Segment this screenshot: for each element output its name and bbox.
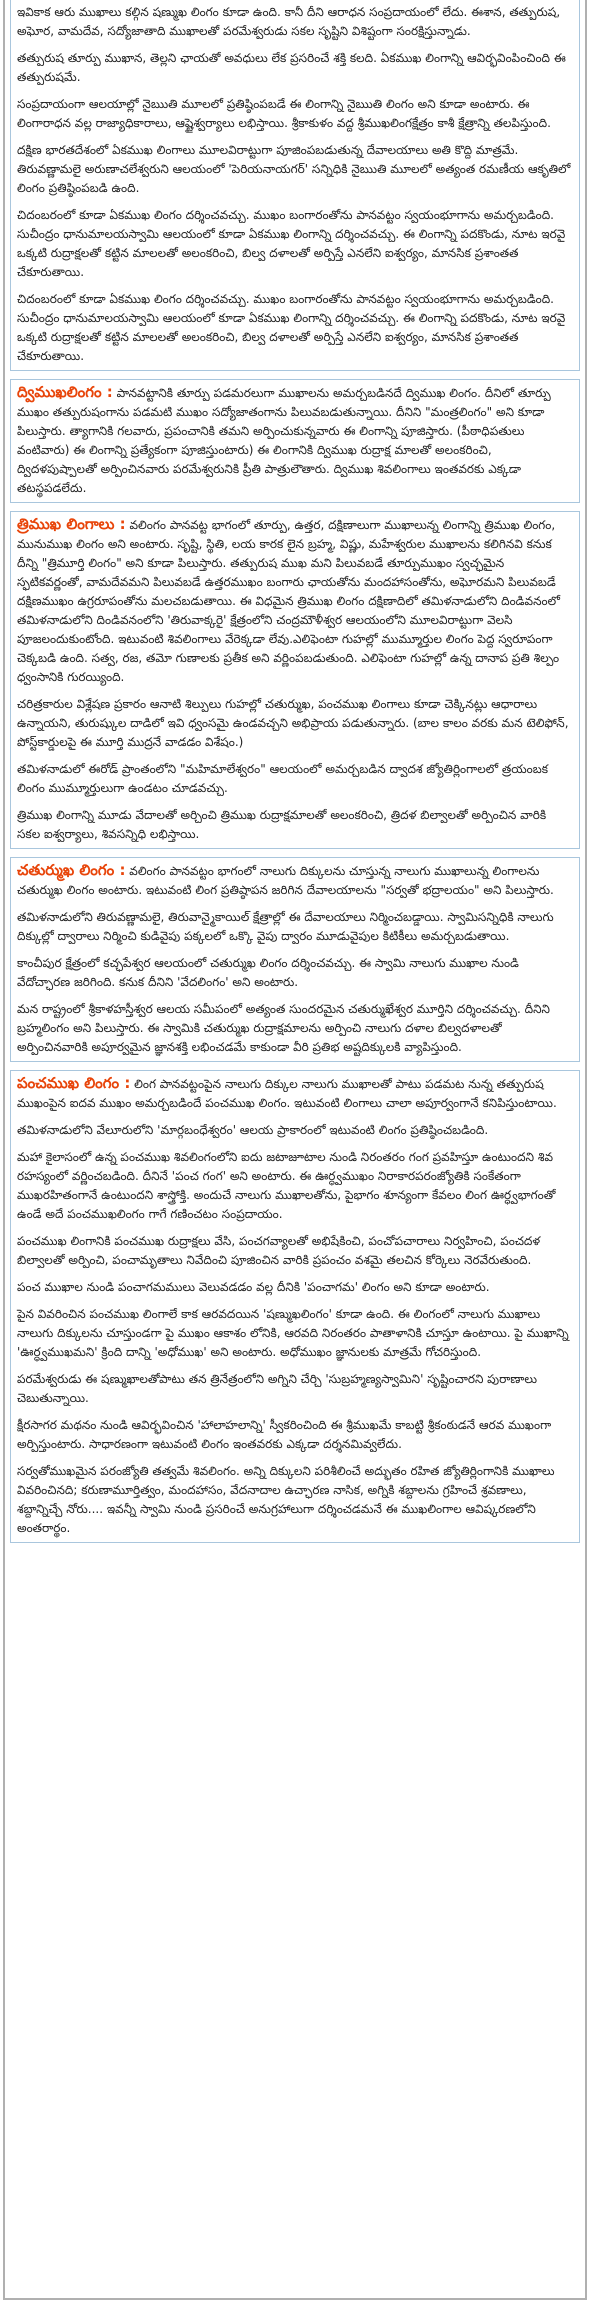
dwimukha-text: పానవట్టానికి తూర్పు పడమరలుగా ముఖాలను అమర్చబడినదే ద్విముఖ లింగం. దీనిలో తూర్పు ముఖం తత్పురుషంగాను పడమటి ముఖం సద్యోజాతంగాను పిలువబడుతున్నాయి. దీనిని "మంత్రలింగం" అని కూడా పిలుస్తారు. త్యాగానికి గలవారు, ప్రపంచానికి తమని అర్పించుకున్నవారు ఈ లింగాన్ని పూజిస్తారు. (పీఠాధిపతులు వంటివారు) ఈ లింగాన్ని ప్రత్యేకంగా పూజిస్తుంటారు) ఈ లింగానికి ద్విముఖ రుద్రాక్ష మాలతో అలంకరించి, ద్విదళపుష్పాలతో అర్పించినవారు పరమేశ్వరునికి ప్రీతి పాత్రులౌతారు. ద్విముఖ శివలింగాలు ఇంతవరకు ఎక్కడా తటస్థపడలేదు. (17, 386, 551, 495)
section-trimukha (10, 511, 580, 849)
trimukha-heading: త్రిముఖ లింగాలు : (17, 515, 126, 533)
dwimukha-paragraph-1 (17, 383, 573, 498)
chaturmukha-paragraph-3: కాంచీపుర క్షేత్రంలో కచ్ఛపేశ్వర ఆలయంలో చతుర్ముఖ లింగం దర్శించవచ్చు. ఈ స్వామి నాలుగు ముఖాల నుండి వేదోచ్ఛారణ జరిగింది. కనుక దీనిని 'వేదలింగం' అని అంటారు. (17, 956, 519, 989)
section-intro (10, 0, 580, 371)
panchamukha-paragraph-8: క్షీరసాగర మథనం నుండి ఆవిర్భవించిన 'హాలాహలాన్ని' స్వీకరించింది ఈ శ్రీముఖమే కాబట్టి శ్రీకంఠుడనే ఆరవ ముఖంగా అర్పిస్తుంటారు. సాధారణంగా ఇటువంటి లింగం ఇంతవరకు ఎక్కడా దర్శనమివ్వలేదు. (17, 1418, 552, 1451)
section-panchamukha (10, 1070, 580, 1543)
section-dwimukha (10, 379, 580, 503)
panchamukha-paragraph-2: తమిళనాడులోని వేలూరులోని 'మార్గబంధేశ్వరం' ఆలయ ప్రాకారంలో ఇటువంటి లింగం ప్రతిష్ఠించబడింది. (17, 1123, 489, 1137)
intro-paragraph-6: చిదంబరంలో కూడా ఏకముఖ లింగం దర్శించవచ్చు. ముఖం బంగారంతోను పానవట్టం స్వయంభూగాను అమర్చబడింది. సుచీంద్రం ధానుమాలయస్వామి ఆలయంలో కూడా ఏకముఖ లింగాన్ని దర్శించవచ్చు. ఈ లింగాన్ని పదకొండు, నూట ఇరవై ఒక్కటి రుద్రాక్షలతో కట్టిన మాలలతో అలంకరించి, బిల్వ దళాలతో అర్పిస్తే ఎనలేని ఐశ్వర్యం, మానసిక ప్రశాంతత చేకూరుతాయి. (17, 292, 566, 363)
panchamukha-paragraph-7: పరమేశ్వరుడు ఈ షణ్ముఖాలతోపాటు తన త్రినేత్రంలోని అగ్నిని చేర్చి 'సుబ్రహ్మణ్యస్వామిని' సృష్టించారని పురాణాలు చెబుతున్నాయి. (17, 1372, 538, 1405)
trimukha-text: వలింగం పానవట్ట భాగంలో తూర్పు, ఉత్తర, దక్షిణాలుగా ముఖాలున్న లింగాన్ని త్రిముఖ లింగం, మునుముఖ లింగం అని అంటారు. సృష్టి, స్థితి, లయ కారక లైన బ్రహ్మ, విష్ణు, మహేశ్వరుల ముఖాలను కలిగినవి కనుక దీన్ని "త్రిమూర్తి లింగం" అని కూడా పిలుస్తారు. తత్పురుష ముఖ మని పిలువబడే తూర్పుముఖం స్వచ్ఛమైన స్ఫటికవర్ణంతో, వామదేవమని పిలువబడే ఉత్తరముఖం బంగారు ఛాయతోను మందహాసంతోను, అఘోరమని పిలువబడే దక్షిణముఖం ఉగ్రరూపంతోను మలచబడుతాయి. ఈ విధమైన త్రిముఖ లింగం దక్షిణాదిలో తమిళనాడులోని దిండివనంలో తమిళనాడులోని దిండివనంలోని 'తిరువాక్కరై' క్షేత్రంలోని చంద్రమౌళీశ్వర ఆలయంలోని మూలవిరాట్టుగా వెలసి పూజలందుకుంటోంది. ఇటువంటి శివలింగాలు వేరెక్కడా లేవు.ఎలిఫెంటా గుహల్లో ముమ్మూర్తుల లింగం పెద్ద స్వరూపంగా చెక్కబడి ఉంది. సత్వ, రజ, తమో గుణాలకు ప్రతీక అని వర్ణింపబడుతుంది. ఎలిఫెంటా గుహల్లో ఉన్న దానాప ప్రతి శిల్పం ధ్వంసానికి గురయ్యింది. (17, 518, 560, 684)
chaturmukha-paragraph-4: మన రాష్ట్రంలో శ్రీకాళహస్తీశ్వర ఆలయ సమీపంలో అత్యంత సుందరమైన చతుర్ముఖేశ్వర మూర్తిని దర్శించవచ్చు. దీనిని బ్రహ్మలింగం అని పిలుస్తారు. ఈ స్వామికి చతుర్ముఖ రుద్రాక్షమాలను అర్పించి నాలుగు దళాల బిల్వదళాలతో అర్పించినవారికి అపూర్వమైన జ్ఞానశక్తి లభించడమే కాకుండా వీరి ప్రతిభ అష్టదిక్కులకి వ్యాపిస్తుంది. (17, 1002, 550, 1054)
intro-paragraph-3: సంప్రదాయంగా ఆలయాల్లో నైఋతి మూలలో ప్రతిష్ఠింపబడే ఈ లింగాన్ని నైఋతి లింగం అని కూడా అంటారు. ఈ లింగారాధన వల్ల రాజ్యాధికారాలు, ఆష్టైశ్వర్యాలు లభిస్తాయి. శ్రీకాకుళం వద్ద శ్రీముఖలింగక్షేత్రం కాశీ క్షేత్రాన్ని తలపిస్తుంది. (17, 97, 551, 130)
chaturmukha-paragraph-1 (17, 861, 573, 900)
panchamukha-text: లింగ పానవట్టంపైన నాలుగు దిక్కుల నాలుగు ముఖాలతో పాటు పడమట నున్న తత్పురుష ముఖంపైన ఐదవ ముఖం అమర్చబడిందే పంచముఖ లింగం. ఇటువంటి లింగాలు చాలా అపూర్వంగానే కనిపిస్తుంటాయి. (17, 1077, 557, 1110)
trimukha-paragraph-1 (17, 515, 573, 687)
panchamukha-paragraph-5: పంచ ముఖాల నుండి పంచాగమములు వెలువడడం వల్ల దీనికి 'పంచాగమ' లింగం అని కూడా అంటారు. (17, 1280, 490, 1294)
trimukha-paragraph-4: త్రిముఖ లింగాన్ని మూడు వేదాలతో అర్చించి త్రిముఖ రుద్రాక్షమాలతో అలంకరించి, త్రిదళ బిల్వాలతో అర్పించిన వారికి సకల ఐశ్వర్యాలు, శివసన్నిధి లభిస్తాయి. (17, 808, 547, 841)
panchamukha-heading: పంచముఖ లింగం : (17, 1074, 131, 1092)
trimukha-paragraph-3: తమిళనాడులో ఈరోడ్ ప్రాంతంలోని "మహిమాలేశ్వరం" ఆలయంలో అమర్చబడిన ద్వాదశ జ్యోతిర్లింగాలలో త్రయంబక లింగం ముమ్మూర్తులుగా ఉండటం చూడవచ్చు. (17, 762, 548, 795)
intro-paragraph-4: దక్షిణ భారతదేశంలో ఏకముఖ లింగాలు మూలవిరాట్టుగా పూజింపబడుతున్న దేవాలయాలు అతి కొద్ది మాత్రమే. తిరువణ్ణామలై అరుణాచలేశ్వరుని ఆలయంలో 'పెరియనాయగర్' సన్నిధికి నైఋతి మూలలో అత్యంత రమణీయ ఆకృతిలో లింగం ప్రతిష్ఠింపబడి ఉంది. (17, 143, 571, 195)
panchamukha-paragraph-1 (17, 1074, 573, 1113)
intro-paragraph-5: చిదంబరంలో కూడా ఏకముఖ లింగం దర్శించవచ్చు. ముఖం బంగారంతోను పానవట్టం స్వయంభూగాను అమర్చబడింది. సుచీంద్రం ధానుమాలయస్వామి ఆలయంలో కూడా ఏకముఖ లింగాన్ని దర్శించవచ్చు. ఈ లింగాన్ని పదకొండు, నూట ఇరవై ఒక్కటి రుద్రాక్షలతో కట్టిన మాలలతో అలంకరించి, బిల్వ దళాలతో అర్పిస్తే ఎనలేని ఐశ్వర్యం, మానసిక ప్రశాంతత చేకూరుతాయి. (17, 208, 566, 279)
panchamukha-paragraph-6: పైన వివరించిన పంచముఖ లింగాలే కాక ఆరవదయిన 'షణ్ముఖలింగం' కూడా ఉంది. ఈ లింగంలో నాలుగు ముఖాలు నాలుగు దిక్కులను చూస్తుండగా పై ముఖం ఆకాశం లోనికి, ఆరవది నిరంతరం పాతాళానికి చూస్తూ ఉంటాయి. పై ముఖాన్ని 'ఊర్ధ్వముఖమని' క్రింది దాన్ని 'అధోముఖ' అని అంటారు. అధోముఖం జ్ఞానులకు మాత్రమే గోచరిస్తుంది. (17, 1307, 569, 1359)
panchamukha-paragraph-3: మహా కైలాసంలో ఉన్న పంచముఖ శివలింగంలోని ఐదు జటాజూటాల నుండి నిరంతరం గంగ ప్రవహిస్తూ ఉంటుందని శివ రహస్యంలో వర్ణించబడింది. దీనినే 'పంచ గంగ' అని అంటారు. ఈ ఊర్ధ్వముఖం నిరాకారపరంజ్యోతికి సంకేతంగా ముఖరహితంగానే ఉంటుందని శాస్త్రోక్తి. అందుచే నాలుగు ముఖాలతోను, పైభాగం శూన్యంగా కేవలం లింగ ఊర్ధ్వభాగంతో ఉండే అదే పంచముఖలింగం గాగే గణించటం సంప్రదాయం. (17, 1150, 556, 1221)
article-frame (3, 0, 587, 2300)
chaturmukha-heading: చతుర్ముఖ లింగం : (17, 861, 126, 879)
intro-paragraph-2: తత్పురుష తూర్పు ముఖాన, తెల్లని ఛాయతో అవధులు లేక ప్రసరించే శక్తి కలది. ఏకముఖ లింగాన్ని ఆవిర్భవింపించింది ఈ తత్పురుషమే. (17, 51, 566, 84)
panchamukha-paragraph-9: సర్వతోముఖమైన పరంజ్యోతి తత్వమే శివలింగం. అన్ని దిక్కులని పరిశీలించే అద్భుతం రహిత జ్యోతిర్లింగానికి ముఖాలు వివరించినది; కరుణామూర్తిత్వం, మందహాసం, వేదనాదాల ఉచ్ఛారణ నాసిక, అగ్నికి శబ్దాలను గ్రహించే శ్రవణాలు, శబ్దాన్నిచ్చే నోరు.... ఇవన్నీ స్వామి నుండి ప్రసరించే అనుగ్రహాలుగా దర్శించడమనే ఈ ముఖలింగాల ఆవిష్కరణలోని అంతరార్థం. (17, 1464, 555, 1535)
chaturmukha-paragraph-2: తమిళనాడులోని తిరువణ్ణామలై, తిరువాన్మైకాయిల్ క్షేత్రాల్లో ఈ దేవాలయాలు నిర్మించబడ్డాయి. స్వామిసన్నిధికి నాలుగు దిక్కుల్లో ద్వారాలు నిర్మించి కుడివైపు పక్కలలో ఒక్కొ వైపు ద్వారం మూడువైపుల కిటికీలు అమర్చబడుతాయి. (17, 910, 554, 943)
dwimukha-heading: ద్విముఖలింగం : (17, 383, 113, 401)
chaturmukha-text: వలింగం పానవట్టం భాగంలో నాలుగు దిక్కులను చూస్తున్న నాలుగు ముఖాలున్న లింగాలను చతుర్ముఖ లింగం అంటారు. ఇటువంటి లింగ ప్రతిష్ఠాపన జరిగిన దేవాలయాలను "సర్వతో భద్రాలయం" అని పిలుస్తారు. (17, 864, 554, 897)
intro-paragraph-1: ఇవికాక ఆరు ముఖాలు కల్గిన షణ్ముఖ లింగం కూడా ఉంది. కానీ దీని ఆరాధన సంప్రదాయంలో లేదు. ఈశాన, తత్పురుష, అఘోర, వామదేవ, సద్యోజాతాది ముఖాలతో పరమేశ్వరుడు సకల సృష్టిని విశిష్టంగా సంరక్షిస్తున్నాడు. (17, 5, 561, 38)
panchamukha-paragraph-4: పంచముఖ లింగానికి పంచముఖ రుద్రాక్షలు వేసి, పంచగవ్యాలతో అభిషేకించి, పంచోపచారాలు నిర్వహించి, పంచదళ బిల్వాలతో అర్పించి, పంచామృతాలు నివేదించి పూజించిన వారికి ప్రపంచం వశమై తలచిన కోర్కెలు నెరవేరుతుంది. (17, 1234, 541, 1267)
section-chaturmukha (10, 857, 580, 1062)
trimukha-paragraph-2: చరిత్రకారుల విశ్లేషణ ప్రకారం ఆనాటి శిల్పులు గుహల్లో చతుర్ముఖ, పంచముఖ లింగాలు కూడా చెక్కినట్లు ఆధారాలు ఉన్నాయని, తురుష్కుల దాడిలో ఇవి ధ్వంసమై ఉండవచ్చని అభిప్రాయ పడుతున్నారు. (బాల కాలం వరకు మన టెలిఫోన్, పోస్ట్‌కార్డులపై ఈ మూర్తి ముద్రనే వాడడం విశేషం.) (17, 697, 569, 749)
